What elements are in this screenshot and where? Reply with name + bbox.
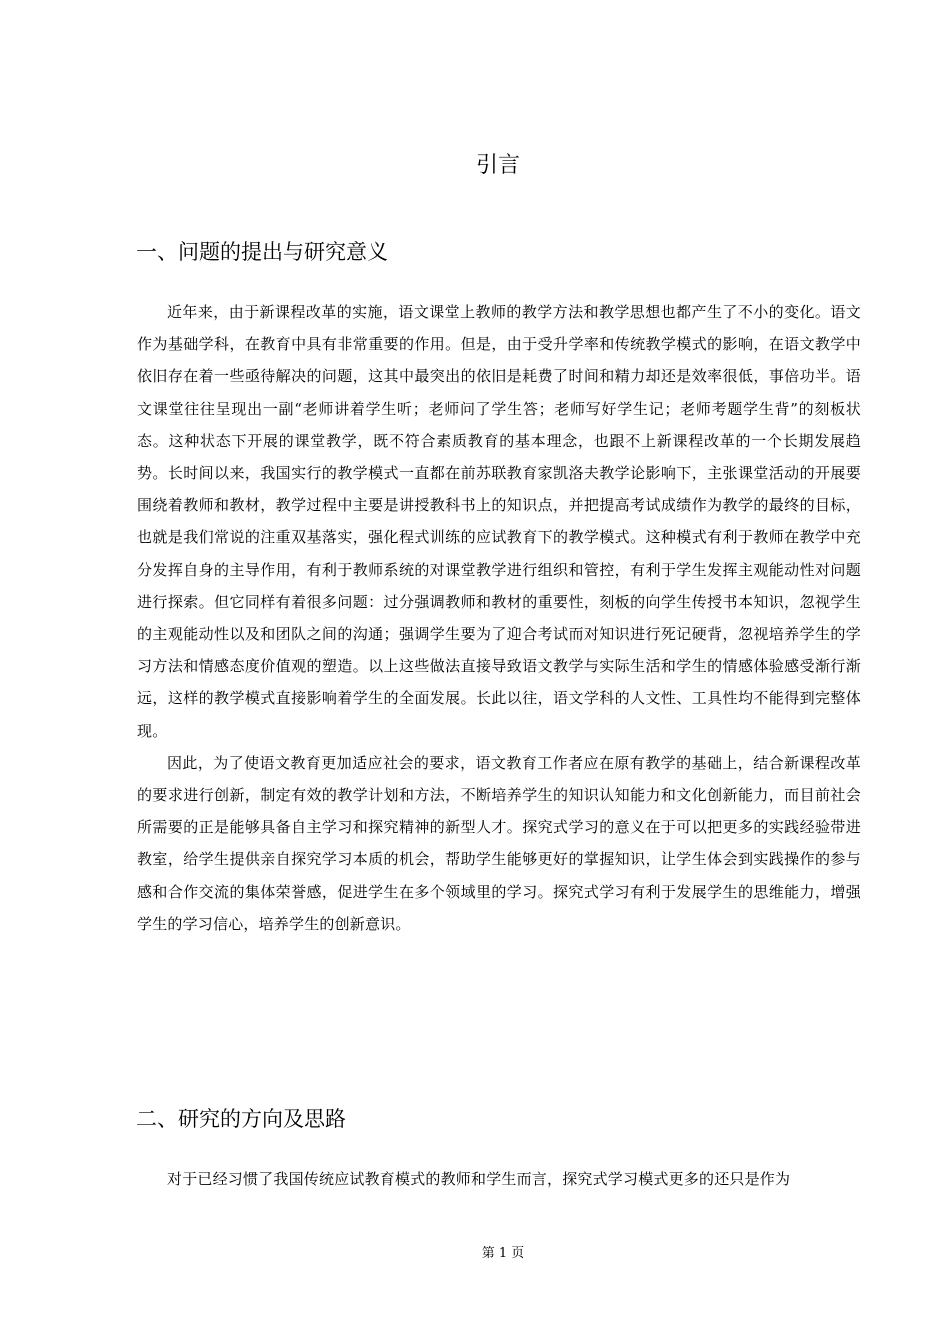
section-body-problem	[137, 296, 861, 940]
paragraph: 因此，为了使语文教育更加适应社会的要求，语文教育工作者应在原有教学的基础上，结合新课程改革的要求进行创新，制定有效的教学计划和方法，不断培养学生的知识认知能力和文化创新能力，而目前社会所需要的正是能够具备自主学习和探究精神的新型人才。探究式学习的意义在于可以把更多的实践经验带进教室，给学生提供亲自探究学习本质的机会，帮助学生能够更好的掌握知识，让学生体会到实践操作的参与感和合作交流的集体荣誉感，促进学生在多个领域里的学习。探究式学习有利于发展学生的思维能力，增强学生的学习信心，培养学生的创新意识。	[137, 753, 861, 933]
page-footer	[0, 1244, 950, 1264]
page-title: 引言	[475, 153, 520, 178]
section-heading-direction: 二、研究的方向及思路	[136, 1107, 346, 1131]
section-heading-problem: 一、问题的提出与研究意义	[136, 240, 388, 264]
paragraph: 对于已经习惯了我国传统应试教育模式的教师和学生而言，探究式学习模式更多的还只是作为	[167, 1170, 791, 1188]
paragraph: 近年来，由于新课程改革的实施，语文课堂上教师的教学方法和教学思想也都产生了不小的变化。语文作为基础学科，在教育中具有非常重要的作用。但是，由于受升学率和传统教学模式的影响，在语文教学中依旧存在着一些亟待解决的问题，这其中最突出的依旧是耗费了时间和精力却还是效率很低，事倍功半。语文课堂往往呈现出一副“老师讲着学生听；老师问了学生答；老师写好学生记；老师考题学生背”的刻板状态。这种状态下开展的课堂教学，既不符合素质教育的基本理念，也跟不上新课程改革的一个长期发展趋势。长时间以来，我国实行的教学模式一直都在前苏联教育家凯洛夫教学论影响下，主张课堂活动的开展要围绕着教师和教材，教学过程中主要是讲授教科书上的知识点，并把提高考试成绩作为教学的最终的目标，也就是我们常说的注重双基落实，强化程式训练的应试教育下的教学模式。这种模式有利于教师在教学中充分发挥自身的主导作用，有利于教师系统的对课堂教学进行组织和管控，有利于学生发挥主观能动性对问题进行探索。但它同样有着很多问题：过分强调教师和教材的重要性，刻板的向学生传授书本知识，忽视学生的主观能动性以及和团队之间的沟通；强调学生要为了迎合考试而对知识进行死记硬背，忽视培养学生的学习方法和情感态度价值观的塑造。以上这些做法直接导致语文教学与实际生活和学生的情感体验感受渐行渐远，这样的教学模式直接影响着学生的全面发展。长此以往，语文学科的人文性、工具性均不能得到完整体现。	[137, 303, 861, 740]
page-number: 第 1 页	[481, 1246, 525, 1261]
section-body-direction	[137, 1163, 861, 1195]
